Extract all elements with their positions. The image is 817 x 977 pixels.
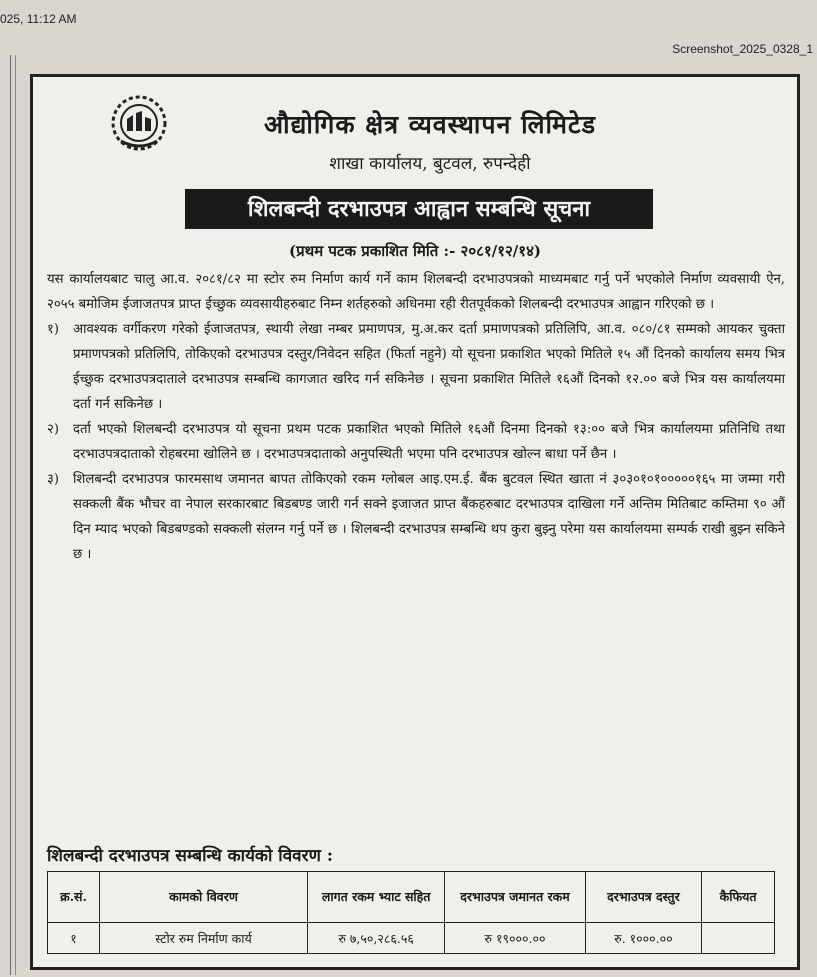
header-work-description: कामको विवरण: [100, 872, 308, 923]
publish-date: (प्रथम पटक प्रकाशित मिति :- २०८१/१२/१४): [289, 242, 541, 260]
notice-body: [47, 267, 785, 567]
screenshot-filename: Screenshot_2025_0328_1: [672, 42, 813, 56]
intro-paragraph: यस कार्यालयबाट चालु आ.व. २०८१/८२ मा स्टोर रुम निर्माण कार्य गर्ने काम शिलबन्दी दरभाउपत्रको माध्यमबाट गर्नु पर्ने भएकोले निर्माण व्यवसायी ऐन, २०५५ बमोजिम ईजाजतपत्र प्राप्त ईच्छुक व्यवसायीहरुबाट निम्न शर्तहरुको अधिनमा रही रीतपूर्वकको शिलबन्दी दरभाउपत्र आह्वान गरिएको छ ।: [47, 272, 785, 312]
condition-text: दर्ता भएको शिलबन्दी दरभाउपत्र यो सूचना प्रथम पटक प्रकाशित भएको मितिले १६औं दिनमा दिनको १३:०० बजे भित्र कार्यालयमा प्रतिनिधि तथा दरभाउपत्रदाताको रोहबरमा खोलिने छ । दरभाउपत्रदाताको अनुपस्थिती भएमा पनि दरभाउपत्र खोल्न बाधा पर्ने छैन ।: [73, 422, 785, 462]
cell-work-description: स्टोर रुम निर्माण कार्य: [100, 923, 308, 954]
cell-cost-with-vat: रु ७,५०,२८६.५६: [308, 923, 445, 954]
branch-office: शाखा कार्यालय, बुटवल, रुपन्देही: [329, 154, 531, 174]
work-details-heading: शिलबन्दी दरभाउपत्र सम्बन्धि कार्यको विवरण :: [47, 846, 334, 866]
header-bid-security: दरभाउपत्र जमानत रकम: [445, 872, 585, 923]
notice-header: [33, 77, 797, 189]
cell-bid-security: रु १९०००.००: [445, 923, 585, 954]
condition-number: २): [47, 422, 60, 437]
cell-bid-fee: रु. १०००.००: [585, 923, 701, 954]
condition-text: शिलबन्दी दरभाउपत्र फारमसाथ जमानत बापत तोकिएको रकम ग्लोबल आइ.एम.ई. बैंक बुटवल स्थित खाता नं ३०३०१०१०००००१६५ मा जम्मा गरी सक्कली बैंक भौचर वा नेपाल सरकारबाट बिडबण्ड जारी गर्न सक्ने इजाजत प्राप्त बैंकहरुबाट दरभाउपत्र दाखिला गर्ने अन्तिम मितिबाट कम्तिमा ९० औं दिन म्याद भएको बिडबण्डको सक्कली संलग्न गर्नु पर्ने छ । शिलबन्दी दरभाउपत्र सम्बन्धि थप कुरा बुझ्नु परेमा यस कार्यालयमा सम्पर्क राखी बुझ्न सकिने छ ।: [73, 472, 785, 562]
condition-text: आवश्यक वर्गीकरण गरेको ईजाजतपत्र, स्थायी लेखा नम्बर प्रमाणपत्र, मु.अ.कर दर्ता प्रमाणपत्रको प्रतिलिपि, आ.व. ०८०/८१ सम्मको आयकर चुक्ता प्रमाणपत्रको प्रतिलिपि, तोकिएको दरभाउपत्र दस्तुर/निवेदन सहित (फिर्ता नहुने) यो सूचना प्रकाशित भएको मितिले १५ औं दिनको कार्यालय समय भित्र ईच्छुक दरभाउपत्रदाताले दरभाउपत्र सम्बन्धि कागजात खरिद गर्न सकिनेछ । सूचना प्रकाशित मितिले १६औं दिनको १२.०० बजे भित्र यस कार्यालयमा दर्ता गर्न सकिनेछ ।: [73, 322, 785, 412]
work-details-table: [47, 871, 775, 954]
table-header-row: [48, 872, 775, 923]
table-row: [48, 923, 775, 954]
header-serial: क्र.सं.: [48, 872, 100, 923]
notice-page: [30, 74, 800, 970]
header-remarks: कैफियत: [702, 872, 775, 923]
notice-title: शिलबन्दी दरभाउपत्र आह्वान सम्बन्धि सूचना: [185, 189, 653, 229]
page-edge-shadow: [10, 55, 16, 975]
condition-item: [47, 317, 785, 417]
condition-item: [47, 417, 785, 467]
cell-serial: १: [48, 923, 100, 954]
header-bid-fee: दरभाउपत्र दस्तुर: [585, 872, 701, 923]
cell-remarks: [702, 923, 775, 954]
organization-name: औद्योगिक क्षेत्र व्यवस्थापन लिमिटेड: [264, 110, 596, 139]
condition-number: ३): [47, 472, 60, 487]
condition-number: १): [47, 322, 60, 337]
header-cost-with-vat: लागत रकम भ्याट सहित: [308, 872, 445, 923]
screenshot-timestamp: 025, 11:12 AM: [0, 12, 77, 26]
condition-item: [47, 467, 785, 567]
